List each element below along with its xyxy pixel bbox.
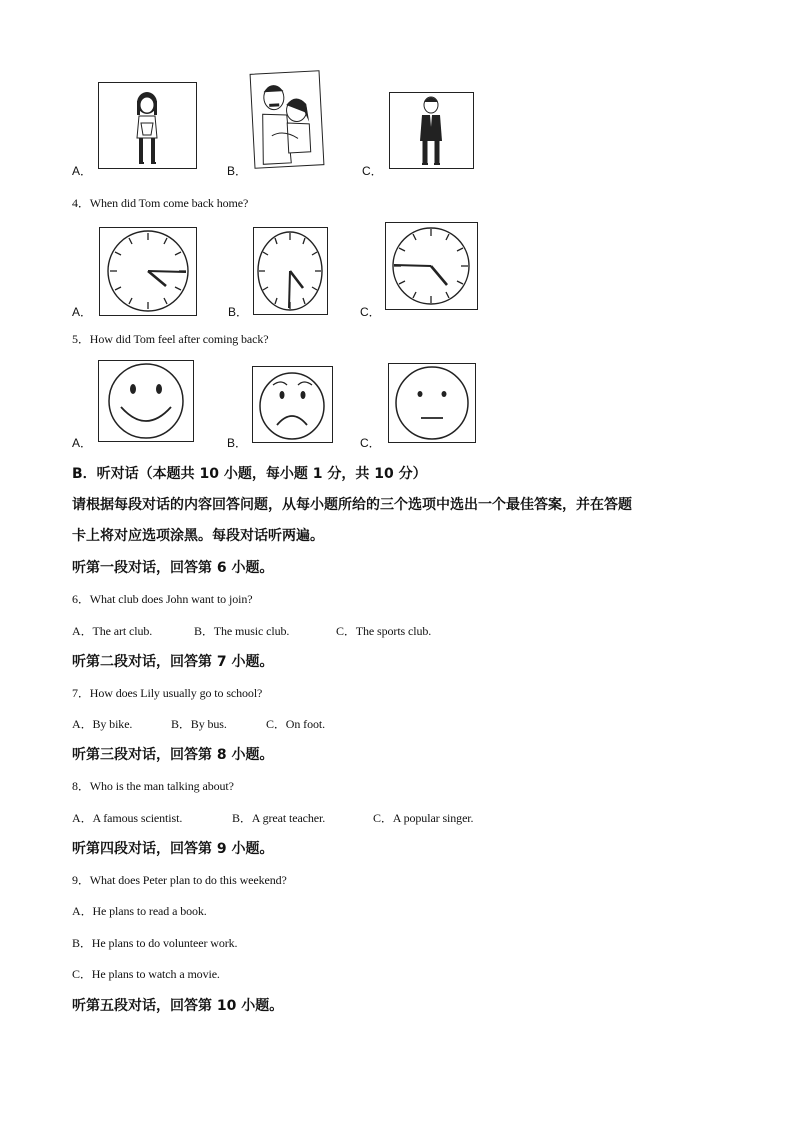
q3-option-b-label: B． [227, 164, 248, 178]
q6-question: 6．What club does John want to join? [72, 592, 253, 606]
clock-face [386, 223, 477, 309]
q4-question: 4．When did Tom come back home? [72, 196, 249, 210]
q9-option-a[interactable]: A．He plans to read a book. [72, 904, 207, 918]
dialog-4-heading: 听第四段对话，回答第 9 小题。 [72, 841, 274, 857]
neutral-face-option[interactable] [388, 363, 476, 443]
sad-face-option[interactable] [252, 366, 333, 443]
clock-face [100, 228, 196, 315]
q5-option-c-label: C． [360, 436, 381, 450]
sad-face-icon [253, 367, 332, 442]
q7-option-b[interactable]: B．By bus. [171, 717, 227, 731]
dialog-2-heading: 听第二段对话，回答第 7 小题。 [72, 654, 274, 670]
q7-question: 7．How does Lily usually go to school? [72, 686, 263, 700]
q9-question: 9．What does Peter plan to do this weekend? [72, 873, 287, 887]
q5-question: 5．How did Tom feel after coming back? [72, 332, 269, 346]
q6-option-c[interactable]: C．The sports club. [336, 624, 432, 638]
q4-option-b-label: B． [228, 305, 249, 319]
happy-face-option[interactable] [98, 360, 194, 442]
q9-option-c[interactable]: C．He plans to watch a movie. [72, 967, 220, 981]
clock-face [254, 228, 327, 314]
q5-option-a-label: A． [72, 436, 93, 450]
q8-option-b[interactable]: B．A great teacher. [232, 811, 326, 825]
q8-option-c[interactable]: C．A popular singer. [373, 811, 474, 825]
dialog-5-heading: 听第五段对话，回答第 10 小题。 [72, 998, 284, 1014]
dialog-1-heading: 听第一段对话，回答第 6 小题。 [72, 560, 274, 576]
clock-image-a[interactable] [99, 227, 197, 316]
section-b-instructions-line2: 卡上将对应选项涂黑。每段对话听两遍。 [72, 528, 324, 544]
q4-option-c-label: C． [360, 305, 381, 319]
dialog-3-heading: 听第三段对话，回答第 8 小题。 [72, 747, 274, 763]
q6-option-b[interactable]: B．The music club. [194, 624, 290, 638]
q4-option-a-label: A． [72, 305, 93, 319]
section-b-heading: B．听对话（本题共 10 小题，每小题 1 分，共 10 分） [72, 466, 427, 482]
q9-option-b[interactable]: B．He plans to do volunteer work. [72, 936, 238, 950]
q6-option-a[interactable]: A．The art club. [72, 624, 153, 638]
q7-option-c[interactable]: C．On foot. [266, 717, 326, 731]
man-in-suit-image[interactable] [389, 92, 474, 169]
q5-option-b-label: B． [227, 436, 248, 450]
q3-option-c-label: C． [362, 164, 383, 178]
girl-standing-image[interactable] [98, 82, 197, 169]
happy-face-icon [99, 361, 193, 441]
clock-image-b[interactable] [253, 227, 328, 315]
father-and-daughter-hugging-image[interactable] [250, 70, 325, 169]
clock-image-c[interactable] [385, 222, 478, 310]
section-b-instructions-line1: 请根据每段对话的内容回答问题，从每小题所给的三个选项中选出一个最佳答案，并在答题 [72, 497, 632, 513]
q7-option-a[interactable]: A．By bike. [72, 717, 133, 731]
neutral-face-icon [389, 364, 475, 442]
q8-question: 8．Who is the man talking about? [72, 779, 234, 793]
q8-option-a[interactable]: A．A famous scientist. [72, 811, 183, 825]
q3-option-a-label: A． [72, 164, 93, 178]
